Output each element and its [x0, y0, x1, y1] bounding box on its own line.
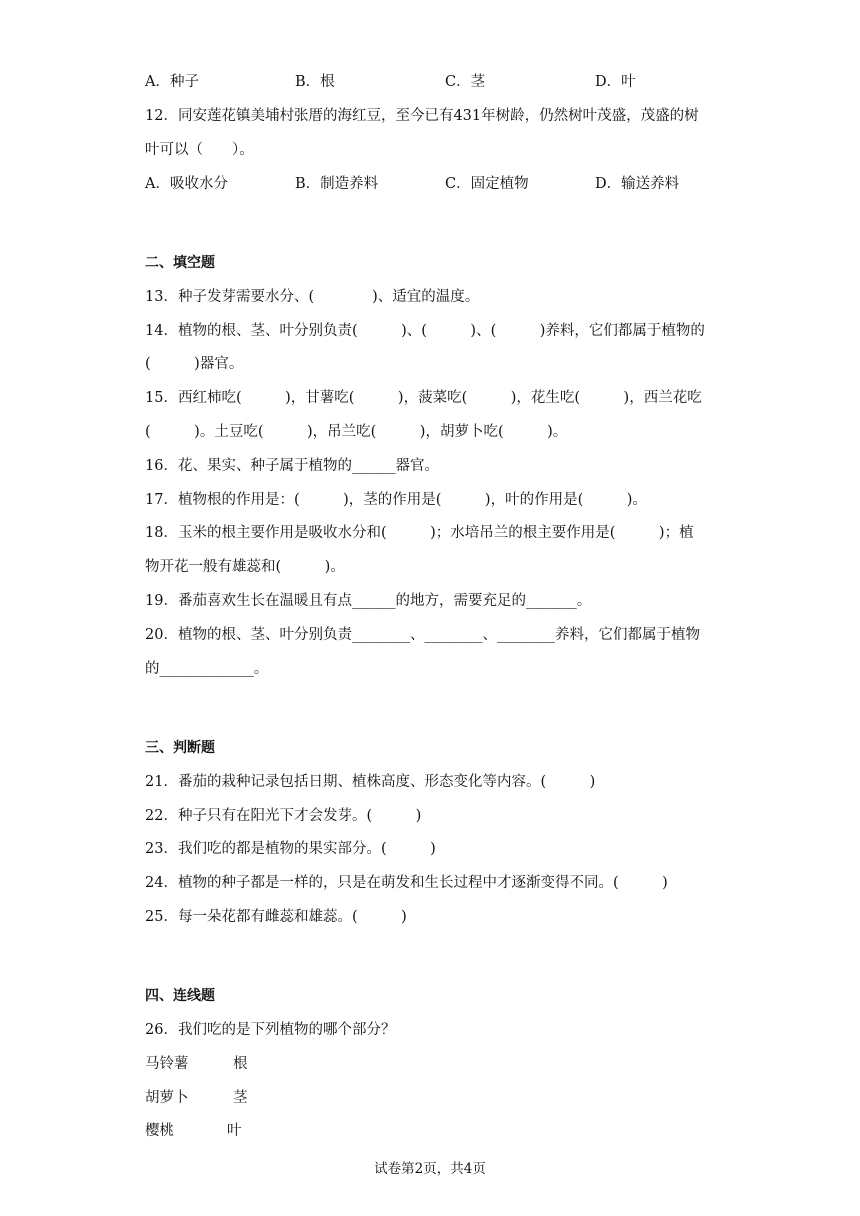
q18-text-line2: 物开花一般有雄蕊和( )。: [145, 559, 345, 575]
q25-text: 25．每一朵花都有雌蕊和雄蕊。( ): [145, 909, 407, 925]
q21-text: 21．番茄的栽种记录包括日期、植株高度、形态变化等内容。( ): [145, 774, 596, 790]
q15-text-line1: 15．西红柿吃( )，甘薯吃( )，菠菜吃( )，花生吃( )，西兰花吃: [145, 390, 702, 406]
match-right-item-leaf: 叶: [227, 1123, 242, 1139]
q20-text-line2: 的_____________。: [145, 661, 269, 677]
q14-text-line1: 14．植物的根、茎、叶分别负责( )、( )、( )养料，它们都属于植物的: [145, 323, 705, 339]
q26-text: 26．我们吃的是下列植物的哪个部分？: [145, 1022, 396, 1038]
match-left-item-cherry: 樱桃: [145, 1123, 174, 1139]
q11-option-a: A．种子: [145, 74, 199, 90]
q11-option-c: C．茎: [445, 74, 486, 90]
q20-text-line1: 20．植物的根、茎、叶分别负责________、________、________养料，它们都属于植物: [145, 627, 700, 643]
q12-option-b: B．制造养料: [295, 176, 379, 192]
match-right-item-root: 根: [233, 1056, 248, 1072]
page-footer: 试卷第2页，共4页: [374, 1161, 486, 1177]
q15-text-line2: ( )。土豆吃( )，吊兰吃( )，胡萝卜吃( )。: [145, 424, 568, 440]
q12-option-a: A．吸收水分: [145, 176, 228, 192]
q19-text: 19．番茄喜欢生长在温暖且有点______的地方，需要充足的_______。: [145, 593, 592, 609]
section-heading-matching: 四、连线题: [145, 988, 215, 1004]
q11-option-b: B．根: [295, 74, 335, 90]
q11-option-d: D．叶: [595, 74, 636, 90]
match-left-item-potato: 马铃薯: [145, 1056, 189, 1072]
q23-text: 23．我们吃的都是植物的果实部分。( ): [145, 841, 436, 857]
q13-text: 13．种子发芽需要水分、( )、适宜的温度。: [145, 289, 480, 305]
q12-text-line1: 12．同安莲花镇美埔村张厝的海红豆，至今已有431年树龄，仍然树叶茂盛，茂盛的树: [145, 108, 699, 124]
match-right-item-stem: 茎: [233, 1090, 248, 1106]
q22-text: 22．种子只有在阳光下才会发芽。( ): [145, 808, 422, 824]
q24-text: 24．植物的种子都是一样的，只是在萌发和生长过程中才逐渐变得不同。( ): [145, 875, 668, 891]
q12-text-line2: 叶可以（ ）。: [145, 142, 254, 158]
q18-text-line1: 18．玉米的根主要作用是吸收水分和( )；水培吊兰的根主要作用是( )；植: [145, 525, 694, 541]
section-heading-true-false: 三、判断题: [145, 740, 215, 756]
q12-option-c: C．固定植物: [445, 176, 529, 192]
section-heading-fill-blank: 二、填空题: [145, 255, 215, 271]
match-left-item-carrot: 胡萝卜: [145, 1090, 189, 1106]
q14-text-line2: ( )器官。: [145, 356, 244, 372]
q16-text: 16．花、果实、种子属于植物的______器官。: [145, 458, 439, 474]
q12-option-d: D．输送养料: [595, 176, 680, 192]
q17-text: 17．植物根的作用是：( )，茎的作用是( )，叶的作用是( )。: [145, 492, 647, 508]
